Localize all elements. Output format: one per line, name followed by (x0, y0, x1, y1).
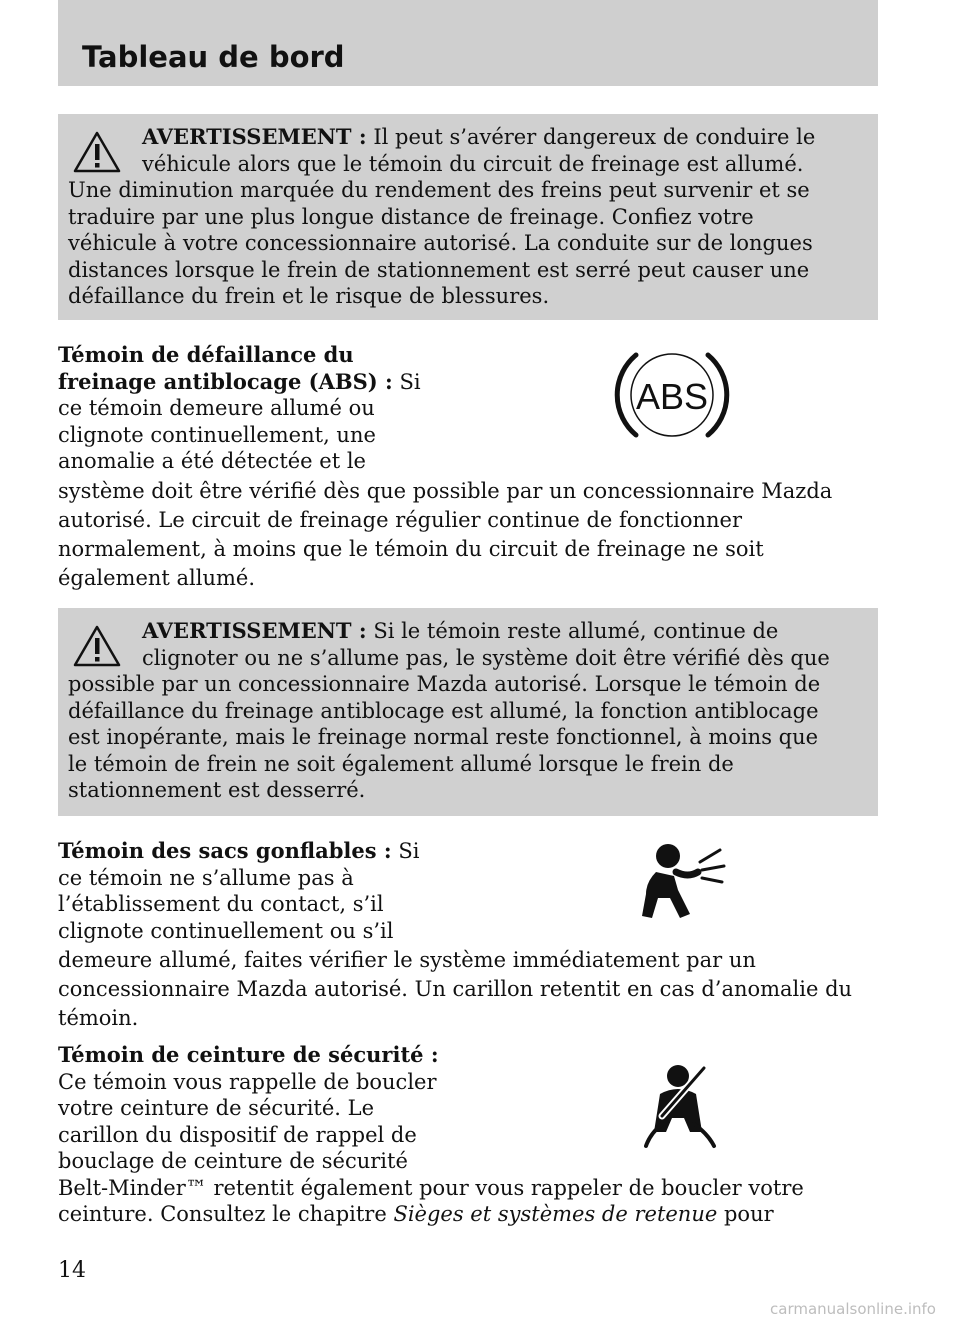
warning-text-line: Si le témoin reste allumé, continue de (373, 619, 779, 643)
body-text-line: pour (723, 1202, 774, 1226)
body-text-line: anomalie a été détectée et le (58, 449, 366, 473)
warning-text-line: possible par un concessionnaire Mazda autorisé. Lorsque le témoin de (68, 672, 821, 696)
body-text-line: ceinture. Consultez le chapitre (58, 1202, 387, 1226)
warning-text-line: véhicule à votre concessionnaire autorisé. La conduite sur de longues (68, 231, 813, 255)
warning-label: AVERTISSEMENT : (142, 124, 367, 149)
body-text-line: carillon du dispositif de rappel de (58, 1122, 417, 1147)
warning-text-line: le témoin de frein ne soit également allumé lorsque le frein de (68, 751, 734, 776)
warning-text-line: distances lorsque le frein de stationnement est serré peut causer une (68, 257, 810, 282)
body-text-line: Belt-Minder™ retentit également pour vous rappeler de boucler votre (58, 1175, 804, 1200)
warning-text-line: véhicule alors que le témoin du circuit de freinage est allumé. (142, 151, 804, 176)
body-text-line: également allumé. (58, 565, 256, 590)
warning-label: AVERTISSEMENT : (142, 618, 367, 643)
body-text-line: concessionnaire Mazda autorisé. Un carillon retentit en cas d’anomalie du (58, 977, 853, 1001)
airbag-section (58, 838, 888, 1033)
warning-triangle-icon (72, 130, 122, 174)
body-text-line: Ce témoin vous rappelle de boucler (58, 1069, 437, 1094)
chapter-reference: Sièges et systèmes de retenue (393, 1202, 718, 1226)
airbag-warning-icon (636, 842, 726, 922)
warning-text-line: défaillance du frein et le risque de blessures. (68, 284, 550, 308)
body-text-line: système doit être vérifié dès que possible par un concessionnaire Mazda (58, 478, 833, 503)
watermark: carmanualsonline.info (770, 1300, 936, 1318)
page-number: 14 (58, 1258, 86, 1283)
body-text-line: Si (399, 369, 421, 394)
body-text-line: votre ceinture de sécurité. Le (58, 1096, 375, 1120)
seatbelt-warning-icon (644, 1062, 718, 1152)
abs-heading: freinage antiblocage (ABS) : (58, 368, 393, 394)
airbag-heading: Témoin des sacs gonflables : (58, 838, 392, 863)
warning-box-brake (58, 114, 878, 320)
abs-icon-label: ABS (635, 376, 709, 417)
seatbelt-heading: Témoin de ceinture de sécurité : (58, 1042, 439, 1067)
body-text-line: clignote continuellement, une (58, 422, 376, 447)
warning-text-line: clignoter ou ne s’allume pas, le système doit être vérifié dès que (142, 645, 830, 670)
body-text-line: bouclage de ceinture de sécurité (58, 1149, 408, 1173)
body-text-line: Si (398, 839, 420, 863)
seatbelt-section (58, 1042, 888, 1228)
abs-warning-icon (614, 343, 730, 447)
body-text-line: autorisé. Le circuit de freinage régulier continue de fonctionner (58, 507, 743, 532)
warning-box-abs (58, 608, 878, 816)
body-text-line: l’établissement du contact, s’il (58, 892, 384, 916)
warning-text-line: défaillance du freinage antiblocage est allumé, la fonction antiblocage (68, 698, 819, 723)
page-title: Tableau de bord (82, 40, 345, 74)
abs-section (58, 342, 888, 593)
warning-text-line: est inopérante, mais le freinage normal reste fonctionnel, à moins que (68, 725, 819, 749)
body-text-line: ce témoin demeure allumé ou (58, 396, 375, 420)
warning-text-line: Une diminution marquée du rendement des freins peut survenir et se (68, 178, 810, 202)
warning-triangle-icon (72, 624, 122, 668)
warning-text-line: traduire par une plus longue distance de freinage. Confiez votre (68, 204, 754, 229)
page-header (58, 0, 878, 86)
abs-heading: Témoin de défaillance du (58, 342, 354, 367)
body-text-line: clignote continuellement ou s’il (58, 918, 394, 943)
warning-text-line: Il peut s’avérer dangereux de conduire le (373, 125, 816, 149)
body-text-line: normalement, à moins que le témoin du circuit de freinage ne soit (58, 536, 764, 561)
body-text-line: demeure allumé, faites vérifier le système immédiatement par un (58, 948, 756, 972)
body-text-line: témoin. (58, 1006, 139, 1030)
body-text-line: ce témoin ne s’allume pas à (58, 865, 354, 890)
warning-text-line: stationnement est desserré. (68, 778, 366, 802)
